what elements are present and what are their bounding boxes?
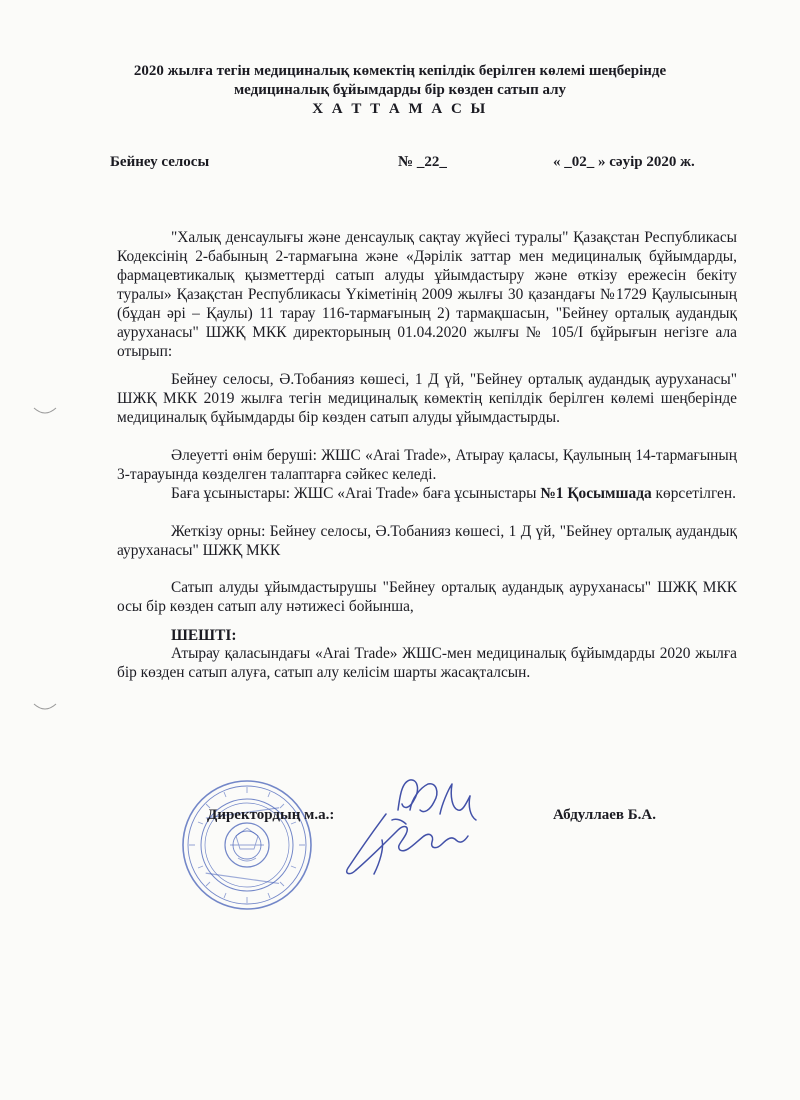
paragraph-organizer: Бейнеу селосы, Ә.Тобанияз көшесі, 1 Д үй, "Бейнеу орталық аудандық ауруханасы" ШЖҚ МКК 2019 жылға тегін медициналық көмектің кепілдік берілген көлемі шеңберінде медициналық бұйымдарды бір көзден сатып алуды ұйымдастырды. bbox=[117, 371, 737, 426]
punch-hole-icon bbox=[32, 700, 58, 712]
price-offers-text: Баға ұсыныстары: ЖШС «Arai Trade» баға ұсыныстары bbox=[171, 485, 541, 502]
title-line-1: 2020 жылға тегін медициналық көмектің кепілдік берілген көлемі шеңберінде bbox=[133, 63, 667, 79]
signatory-role: Директордың м.а.: bbox=[207, 807, 335, 823]
punch-hole-icon bbox=[32, 404, 58, 416]
price-offers-tail: көрсетілген. bbox=[651, 485, 736, 502]
document-title bbox=[0, 62, 800, 119]
place-label: Бейнеу селосы bbox=[110, 154, 210, 170]
title-line-2: медициналық бұйымдарды бір көзден сатып алу bbox=[233, 82, 567, 98]
paragraph-decision: Атырау қаласындағы «Arai Trade» ЖШС-мен медициналық бұйымдарды 2020 жылға бір көзден сатып алуға, сатып алу келісім шарты жасақталсын. bbox=[117, 645, 737, 681]
handwritten-signature-icon bbox=[340, 770, 500, 885]
decision-heading: ШЕШТІ: bbox=[171, 627, 237, 644]
signatory-name: Абдуллаев Б.А. bbox=[553, 807, 657, 823]
round-seal-icon bbox=[180, 778, 315, 913]
paragraph-price-offers bbox=[117, 484, 737, 503]
paragraph-delivery-place: Жеткізу орны: Бейнеу селосы, Ә.Тобанияз көшесі, 1 Д үй, "Бейнеу орталық аудандық ауруханасы" ШЖҚ МКК bbox=[117, 523, 737, 559]
appendix-reference: №1 Қосымшада bbox=[540, 485, 652, 502]
title-line-3: Х А Т Т А М А С Ы bbox=[312, 101, 488, 117]
paragraph-supplier: Әлеуетті өнім беруші: ЖШС «Arai Trade», Атырау қаласы, Қаулының 14-тармағының 3-тарауында көзделген талаптарға сәйкес келеді. bbox=[117, 447, 737, 483]
protocol-number: № _22_ bbox=[398, 154, 447, 170]
protocol-date: « _02_ » сәуір 2020 ж. bbox=[553, 154, 695, 170]
paragraph-result: Сатып алуды ұйымдастырушы "Бейнеу орталық аудандық ауруханасы" ШЖҚ МКК осы бір көзден сатып алу нәтижесі бойынша, bbox=[117, 579, 737, 615]
paragraph-legal-basis: "Халық денсаулығы және денсаулық сақтау жүйесі туралы" Қазақстан Республикасы Кодексінің 2-бабының 2-тармағына және «Дәрілік заттар мен медициналық бұйымдарды, фармацевтикалық қызметтерді сатып алуды ұйымдастыру және өткізу ережесін бекіту туралы» Қазақстан Республикасы Үкіметінің 2009 жылғы 30 қазандағы №1729 Қаулысының (бұдан әрі – Қаулы) 11 тарау 116-тармағының 2) тармақшасын, "Бейнеу орталық аудандық ауруханасы" ШЖҚ МКК директорының 01.04.2020 жылғы № 105/І бұйрығын негізге ала отырып: bbox=[117, 229, 737, 360]
